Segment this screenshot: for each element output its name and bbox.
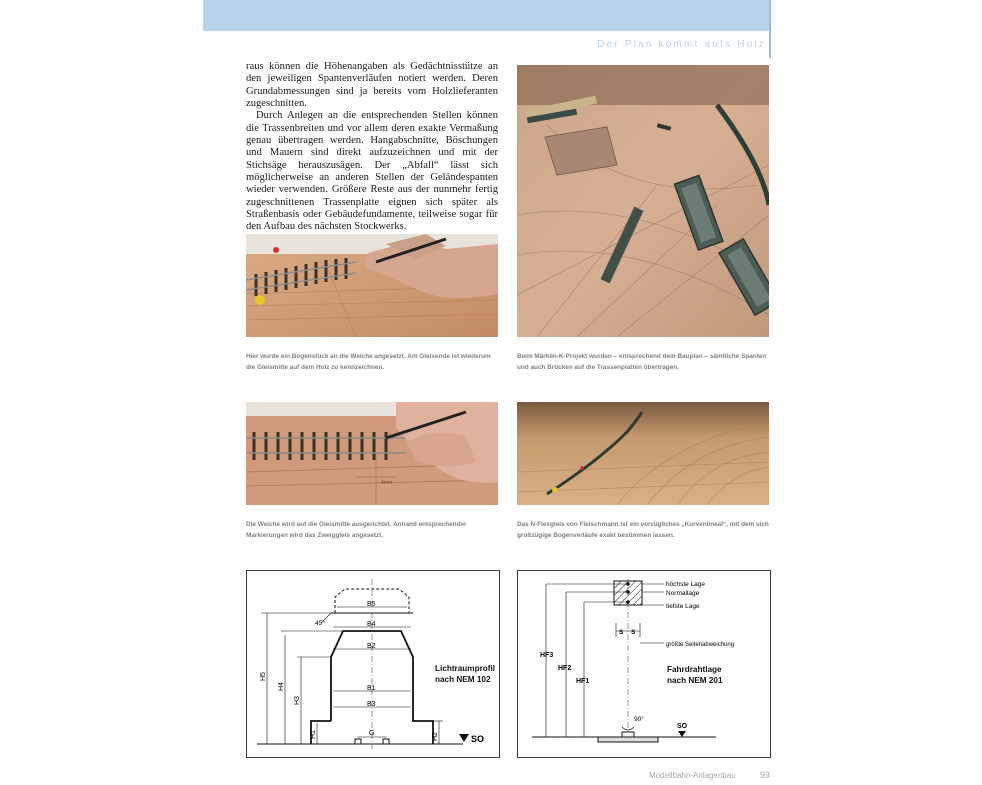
label-seitenabweichung: größte Seitenabweichung	[666, 642, 735, 648]
diagram-clearance-profile	[246, 570, 500, 758]
label-normallage: Normallage	[666, 590, 700, 597]
dim-label-b1: B1	[367, 685, 376, 692]
dim-label-h2: H2	[432, 732, 439, 741]
dim-label-h4: H4	[278, 682, 285, 691]
label-hf2: HF2	[558, 665, 572, 672]
caption-photo-4: Das N-Flexgleis von Fleischmann ist ein vorzügliches „Kurvenlineal“, mit dem sich großzügige Bogenverläufe exakt bestimmen lassen.	[517, 521, 769, 539]
diagram-contact-wire	[517, 570, 771, 758]
page-number: 93	[760, 770, 771, 780]
diagram-left-title-1: Lichtraumprofil	[435, 664, 496, 673]
dim-label-h3: H3	[294, 696, 301, 705]
body-text	[246, 61, 498, 234]
dim-label-b2: B2	[367, 643, 376, 650]
section-title: Der Plan kommt aufs Holz	[597, 39, 766, 50]
label-tiefste-lage: tiefste Lage	[666, 603, 700, 610]
svg-text:4mm: 4mm	[381, 480, 393, 486]
photo-maerklin-project	[517, 65, 769, 337]
diagram-right-title-2: nach NEM 201	[667, 676, 723, 685]
dim-label-h5: H5	[260, 672, 267, 681]
caption-photo-2: Beim Märklin-K-Projekt wurden – entsprechend dem Bauplan – sämtliche Spanten und auch Brücken auf die Trassenplatten übertragen.	[517, 353, 767, 371]
dim-label-b5: B5	[367, 601, 376, 608]
footer-book-title: Modellbahn-Anlagenbau	[649, 771, 736, 780]
dim-label-h1: H1	[310, 730, 317, 739]
caption-photo-3: Die Weiche wird auf die Gleismitte ausgerichtet. Anhand entsprechender Markierungen wird das Zweiggleis angesetzt.	[246, 521, 467, 539]
label-hf1: HF1	[576, 678, 590, 685]
so-label-left: SO	[471, 734, 485, 744]
label-s-left: S	[619, 629, 624, 636]
dim-label-g: G	[369, 730, 375, 737]
photo-track-curve	[246, 234, 498, 337]
caption-photo-1: Hier wurde ein Bogenstück an die Weiche angesetzt. Am Gleisende ist wiederum die Gleismitte auf dem Holz zu kennzeichnen.	[246, 353, 491, 371]
angle-label-45: 45°	[315, 620, 325, 627]
dim-label-b4: B4	[367, 621, 376, 628]
so-label-right: SO	[677, 723, 688, 730]
photo-n-flextrack	[517, 402, 769, 505]
dim-label-b3: B3	[367, 701, 376, 708]
label-hf3: HF3	[540, 652, 554, 659]
header-edge-line	[769, 0, 771, 58]
body-paragraph-2: Durch Anlegen an die entsprechenden Stellen können die Trassenbreiten und vor allem deren exakte Vermaßung genau übertragen werden. Hangabschnitte, Böschungen und Mauern sind direkt aufzuzeichnen und mit der Stichsäge herauszusägen. Der „Abfall“ lässt sich möglicherweise an anderen Stellen der Geländespanten wieder verwenden. Größere Reste aus der nunmehr fertig zugeschnittenen Trassenplatte eignen sich später als Straßenbasis oder Gebäudefundamente, teilweise sogar für den Aufbau des nächsten Stockwerks.	[246, 110, 498, 233]
diagram-left-title-2: nach NEM 102	[435, 675, 491, 684]
body-paragraph-1: raus können die Höhenangaben als Gedächtnisstütze an den jeweiligen Spantenverläufen notiert werden. Deren Grundabmessungen sind ja bereits vom Holzlieferanten zugeschnitten.	[246, 61, 498, 110]
header-color-bar	[203, 0, 769, 31]
label-hoechste-lage: höchste Lage	[666, 581, 706, 588]
diagram-right-title-1: Fahrdrahtlage	[667, 665, 722, 674]
so-marker-right-icon	[678, 731, 686, 737]
so-marker-icon	[459, 734, 469, 742]
photo-switch-alignment	[246, 402, 498, 505]
label-s-right: S	[631, 629, 636, 636]
angle-label-90: 90°	[634, 716, 644, 723]
